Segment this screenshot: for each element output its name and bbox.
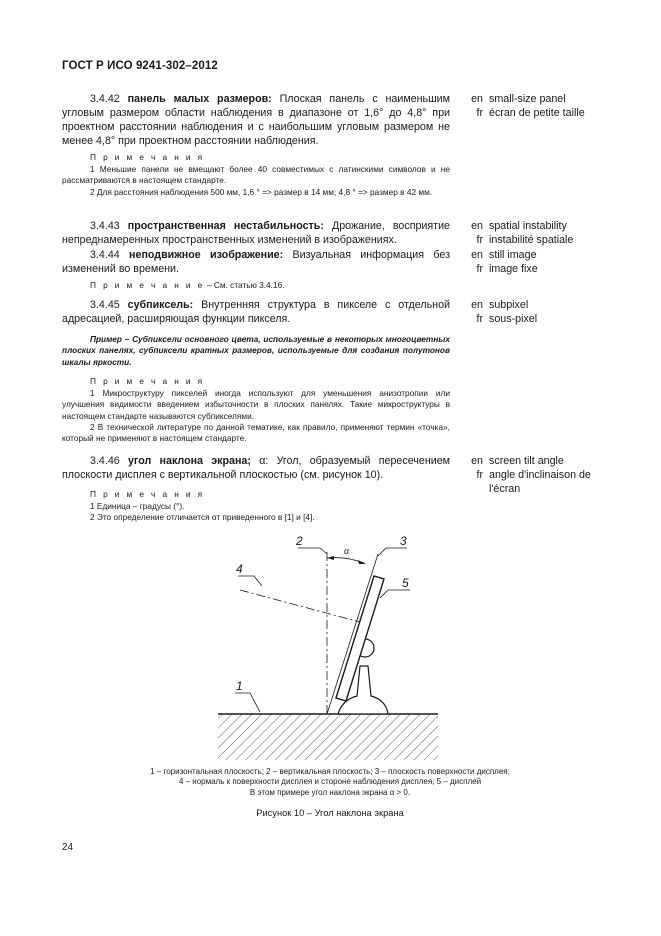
entry-3-4-42-definition [62,92,450,148]
entry-3-4-45-note-2: 2 В технической литературе по данной тематике, как правило, применяют термин «точка», который не применяют в настоящем стандарте. [62,422,450,444]
figure-caption-line-2: 4 – нормаль к поверхности дисплея и стороне наблюдения дисплея; 5 – дисплей [178,777,482,786]
alpha-arrow-left [327,556,334,560]
entry-3-4-46-notes-label: П р и м е ч а н и я [90,489,205,499]
entry-3-4-42-notes-label: П р и м е ч а н и я [90,152,205,162]
entry-3-4-46-note-1: 1 Единица – градусы (°). [90,501,185,511]
entry-definition: Плоская панель с наименьшим угловым размером области наблюдения в диапазоне от 1,6° до 4,8° при проектном расстоянии наблюдения и с наибольшим угловым размером не менее 4,8° при проектном расстоянии наблюдения. [62,93,450,148]
equivalent-fr: fr sous-pixel [476,313,538,326]
entry-3-4-45-example: Пример – Субпиксели основного цвета, используемые в некоторых многоцветных плоских панелях, субпиксели кратных размеров, используемые для создания полутонов шкалы яркости. [62,334,450,367]
document-header: ГОСТ Р ИСО 9241-302–2012 [62,60,218,72]
leader-4 [238,576,262,586]
entry-3-4-42-note-1: 1 Меньшие панели не вмещают более 40 совместимых с латинскими символов и не рассматриваются в настоящем стандарте. [62,164,450,186]
label-alpha: α [344,546,350,557]
figure-caption-line-1: 1 – горизонтальная плоскость; 2 – вертикальная плоскость; 3 – плоскость поверхности дисплея; [150,767,510,776]
entry-3-4-45-definition: 3.4.45 субпиксель: Внутренняя структура в пикселе с отдельной адресацией, расширяющая функции пикселя. [62,299,450,326]
equivalent-en: en still image [471,249,537,261]
equivalent-fr: fr instabilité spatiale [476,234,574,247]
entry-number: 3.4.42 [90,93,120,105]
equivalent-en: en small-size panel [471,93,566,105]
entry-3-4-46-equivalents [466,454,606,496]
entry-3-4-44-equivalents [466,248,538,276]
label-3: 3 [400,534,407,548]
horizontal-plane [218,714,438,760]
equivalent-fr: fr angle d'inclinaison de l'écran [476,469,591,496]
label-2: 2 [296,534,303,548]
figure-title: Рисунок 10 – Угол наклона экрана [256,808,404,818]
entry-3-4-44-note: П р и м е ч а н и е – См. статью 3.4.16. [90,280,285,290]
entry-3-4-46-definition: 3.4.46 угол наклона экрана; α: Угол, образуемый пересечением плоскости дисплея с вертикальной плоскостью (см. рисунок 10). [62,455,450,482]
alpha-arrow-right [358,560,366,564]
entry-3-4-45-equivalents [466,298,537,326]
leader-2 [298,548,327,554]
leader-1 [235,693,260,712]
entry-3-4-44-definition: 3.4.44 неподвижное изображение: Визуальная информация без изменений во времени. [62,249,450,276]
entry-3-4-45-notes-label: П р и м е ч а н и я [90,376,205,386]
entry-3-4-43-equivalents [466,219,573,247]
entry-3-4-43-definition: 3.4.43 пространственная нестабильность: Дрожание, восприятие непреднамеренных пространственных изменений в изображениях. [62,220,450,247]
figure-caption-line-3: В этом примере угол наклона экрана α > 0. [249,788,411,797]
leader-3 [378,548,407,556]
label-5: 5 [402,576,409,590]
entry-3-4-45-note-1: 1 Микроструктуру пикселей иногда используют для уменьшения анизотропии или улучшения видимости введением избыточности в плоских панелях. Такие микроструктуры в настоящем стандарте называются субпикселями. [62,388,450,421]
entry-3-4-42-equivalents [466,92,585,120]
equivalent-fr: fr image fixe [476,263,538,276]
leader-5 [380,590,410,598]
entry-3-4-46-note-2: 2 Это определение отличается от приведенного в [1] и [4]. [90,512,315,522]
equivalent-en: en subpixel [471,299,529,311]
normal-line [240,590,360,622]
entry-term: панель малых размеров: [127,93,272,105]
figure-screen-tilt [210,528,450,768]
label-1: 1 [236,679,243,693]
equivalent-en: en spatial instability [471,220,567,232]
entry-3-4-42-note-2: 2 Для расстояния наблюдения 500 мм, 1,6 ° => размер в 14 мм; 4,8 ° => размер в 42 мм. [90,187,433,197]
page-number: 24 [62,842,74,853]
label-4: 4 [236,562,243,576]
equivalent-fr: fr écran de petite taille [476,107,585,120]
equivalent-en: en screen tilt angle [471,455,564,467]
